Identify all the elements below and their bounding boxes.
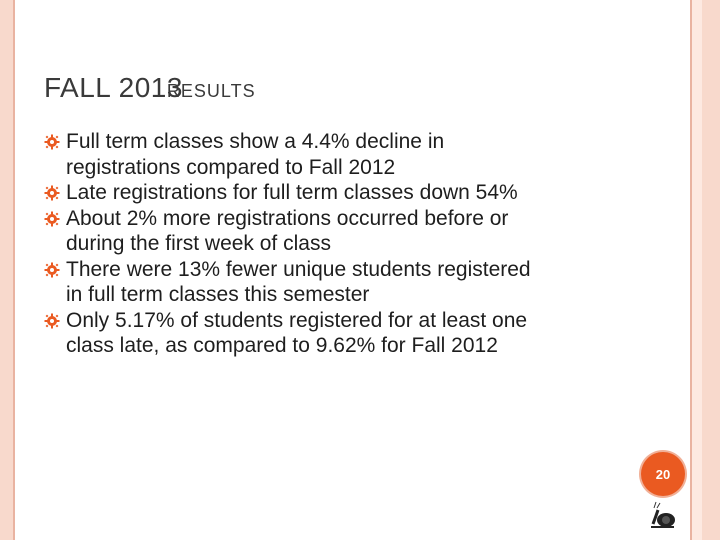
bullet-item <box>44 308 644 359</box>
page-number-badge <box>641 452 685 496</box>
right-stripe <box>702 0 720 540</box>
gear-icon <box>44 262 60 278</box>
page-number: 20 <box>655 466 671 482</box>
title-second: RESULTS <box>166 81 256 101</box>
bullet-line-2: registrations compared to Fall 2012 <box>66 155 396 179</box>
bullet-item <box>44 206 644 257</box>
bullet-line-2: in full term classes this semester <box>66 283 370 306</box>
bullet-list <box>44 129 644 359</box>
bullet-line-1: There were 13% fewer unique students registered <box>66 257 531 281</box>
bullet-line-2: during the first week of class <box>66 232 331 255</box>
left-stripe <box>0 0 13 540</box>
gear-icon <box>44 134 60 150</box>
bullet-line-1: Late registrations for full term classes down 54% <box>66 181 518 204</box>
right-stripe-light <box>692 0 702 540</box>
title-main: FALL 2013 <box>44 72 183 103</box>
slide-title <box>44 72 256 104</box>
bullet-item <box>44 257 644 308</box>
snail-icon <box>648 500 678 530</box>
bullet-line-2: class late, as compared to 9.62% for Fall 2012 <box>66 334 498 357</box>
bullet-line-1: Only 5.17% of students registered for at least one <box>66 308 528 332</box>
bullet-item <box>44 129 644 180</box>
gear-icon <box>44 313 60 329</box>
gear-icon <box>44 211 60 227</box>
bullet-line-1: Full term classes show a 4.4% decline in <box>66 130 445 153</box>
bullet-item <box>44 180 644 206</box>
left-stripe-line <box>13 0 15 540</box>
gear-icon <box>44 185 60 201</box>
bullet-line-1: About 2% more registrations occurred before or <box>66 206 509 230</box>
